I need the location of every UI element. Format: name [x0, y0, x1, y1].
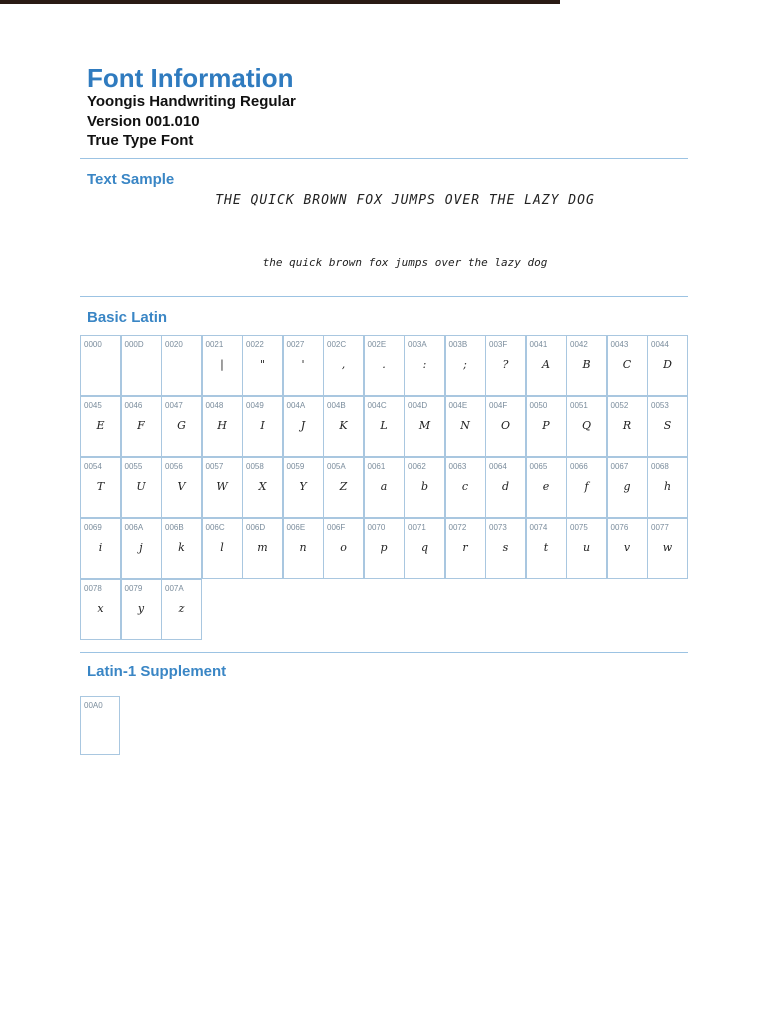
glyph-sample: R	[622, 419, 632, 432]
glyph-sample: H	[217, 419, 227, 432]
glyph-cell	[526, 518, 567, 579]
glyph-sample: o	[340, 541, 347, 554]
glyph-sample: ?	[502, 358, 509, 371]
glyph-code: 002E	[367, 340, 387, 349]
glyph-cell	[364, 457, 405, 518]
glyph-cell	[445, 396, 486, 457]
glyph-cell	[404, 518, 445, 579]
glyph-cell	[566, 335, 607, 396]
glyph-cell	[80, 696, 120, 755]
glyph-sample: k	[178, 541, 185, 554]
text-sample-heading: Text Sample	[87, 171, 175, 188]
glyph-sample: e	[542, 480, 550, 493]
glyph-code: 006F	[327, 523, 346, 532]
glyph-sample: ,	[341, 358, 346, 371]
glyph-sample: w	[662, 541, 673, 554]
glyph-sample: p	[380, 541, 388, 554]
glyph-code: 0047	[165, 401, 183, 410]
font-name: Yoongis Handwriting Regular	[87, 93, 296, 110]
glyph-code: 0067	[610, 462, 629, 471]
glyph-code: 0046	[124, 401, 143, 410]
glyph-code: 0058	[246, 462, 264, 471]
glyph-sample: f	[584, 480, 589, 493]
glyph-code: 0054	[84, 462, 102, 471]
glyph-cell	[121, 579, 162, 640]
glyph-cell	[161, 457, 202, 518]
glyph-sample: A	[542, 358, 550, 371]
glyph-code: 006A	[124, 523, 144, 532]
glyph-cell	[404, 335, 445, 396]
glyph-cell	[202, 518, 243, 579]
glyph-sample: s	[502, 541, 509, 554]
glyph-code: 0000	[84, 340, 102, 349]
glyph-code: 0020	[165, 340, 183, 349]
glyph-cell	[566, 518, 607, 579]
glyph-code: 0044	[651, 340, 669, 349]
glyph-cell	[445, 518, 486, 579]
glyph-code: 0056	[165, 462, 183, 471]
glyph-cell	[283, 396, 324, 457]
glyph-cell	[121, 518, 162, 579]
glyph-cell	[202, 396, 243, 457]
glyph-cell	[161, 396, 202, 457]
glyph-sample: "	[259, 358, 266, 371]
glyph-code: 004D	[408, 401, 428, 410]
glyph-code: 0052	[610, 401, 629, 410]
glyph-code: 004F	[489, 401, 508, 410]
glyph-code: 00A0	[84, 701, 103, 710]
glyph-code: 0074	[529, 523, 548, 532]
glyph-sample: U	[136, 480, 146, 493]
glyph-sample: Z	[339, 480, 348, 493]
divider	[80, 296, 688, 297]
glyph-code: 0077	[651, 523, 669, 532]
glyph-sample: N	[460, 419, 470, 432]
glyph-cell	[202, 335, 243, 396]
glyph-sample: X	[258, 480, 267, 493]
glyph-cell	[526, 396, 567, 457]
glyph-sample: z	[178, 602, 185, 615]
glyph-sample: W	[216, 480, 228, 493]
glyph-cell	[485, 457, 526, 518]
glyph-code: 0076	[610, 523, 629, 532]
glyph-cell	[445, 457, 486, 518]
glyph-sample: F	[137, 419, 145, 432]
glyph-sample: P	[542, 419, 550, 432]
glyph-cell	[566, 396, 607, 457]
glyph-cell	[404, 396, 445, 457]
glyph-sample: r	[462, 541, 468, 554]
glyph-code: 005A	[327, 462, 346, 471]
glyph-cell	[607, 396, 648, 457]
glyph-cell	[121, 396, 162, 457]
glyph-cell	[202, 457, 243, 518]
glyph-code: 0042	[570, 340, 588, 349]
glyph-sample: m	[257, 541, 268, 554]
basic-latin-heading: Basic Latin	[87, 309, 168, 326]
sample-lowercase: the quick brown fox jumps over the lazy dog	[262, 256, 548, 269]
divider	[80, 652, 688, 653]
glyph-code: 0070	[367, 523, 386, 532]
glyph-code: 0053	[651, 401, 669, 410]
glyph-code: 0079	[124, 584, 143, 593]
glyph-sample: v	[623, 541, 631, 554]
glyph-sample: j	[139, 541, 143, 554]
glyph-sample: u	[582, 541, 591, 554]
glyph-sample: C	[622, 358, 632, 371]
glyph-code: 0062	[408, 462, 426, 471]
glyph-code: 0022	[246, 340, 264, 349]
glyph-sample: M	[418, 419, 431, 432]
glyph-code: 0041	[529, 340, 548, 349]
glyph-code: 0066	[570, 462, 588, 471]
glyph-sample: y	[137, 602, 145, 615]
glyph-cell	[161, 579, 202, 640]
glyph-sample: l	[220, 541, 224, 554]
glyph-code: 0072	[448, 523, 467, 532]
glyph-cell	[161, 518, 202, 579]
glyph-cell	[364, 396, 405, 457]
latin1-heading: Latin-1 Supplement	[87, 663, 227, 680]
glyph-sample: .	[382, 358, 386, 371]
glyph-code: 0071	[408, 523, 426, 532]
glyph-cell	[242, 457, 283, 518]
glyph-code: 0057	[205, 462, 224, 471]
glyph-code: 0043	[610, 340, 629, 349]
glyph-sample: K	[339, 419, 348, 432]
glyph-sample: '	[301, 358, 305, 371]
glyph-sample: b	[420, 480, 429, 493]
glyph-sample: D	[663, 358, 672, 371]
glyph-code: 0051	[570, 401, 588, 410]
glyph-code: 004C	[367, 401, 387, 410]
glyph-sample: Y	[299, 480, 307, 493]
glyph-cell	[80, 396, 121, 457]
glyph-cell	[323, 396, 364, 457]
glyph-sample: c	[461, 480, 469, 493]
glyph-cell	[80, 518, 121, 579]
glyph-code: 0021	[205, 340, 224, 349]
font-type: True Type Font	[87, 132, 194, 149]
glyph-sample: g	[623, 480, 631, 493]
divider	[80, 158, 688, 159]
glyph-sample: :	[422, 358, 427, 371]
glyph-sample: ;	[463, 358, 467, 371]
glyph-cell	[121, 335, 162, 396]
glyph-code: 0059	[286, 462, 305, 471]
glyph-cell	[283, 518, 324, 579]
glyph-sample: x	[97, 602, 104, 615]
glyph-cell	[80, 579, 121, 640]
glyph-sample: O	[500, 419, 511, 432]
glyph-code: 0049	[246, 401, 264, 410]
glyph-cell	[485, 396, 526, 457]
glyph-sample: T	[96, 480, 105, 493]
glyph-code: 0065	[529, 462, 548, 471]
sample-uppercase: THE QUICK BROWN FOX JUMPS OVER THE LAZY DOG	[215, 193, 595, 208]
glyph-cell	[323, 457, 364, 518]
glyph-code: 0068	[651, 462, 669, 471]
glyph-cell	[242, 396, 283, 457]
glyph-code: 006C	[205, 523, 225, 532]
glyph-sample: Q	[581, 419, 592, 432]
glyph-cell	[485, 335, 526, 396]
glyph-sample: L	[380, 419, 388, 432]
glyph-sample: q	[420, 541, 429, 554]
glyph-sample: a	[380, 480, 388, 493]
glyph-sample: i	[98, 541, 103, 554]
glyph-sample: |	[220, 358, 224, 371]
glyph-cell	[242, 335, 283, 396]
glyph-cell	[607, 457, 648, 518]
glyph-code: 0048	[205, 401, 224, 410]
glyph-code: 0064	[489, 462, 507, 471]
glyph-cell	[566, 457, 607, 518]
glyph-sample: I	[260, 419, 265, 432]
glyph-code: 0063	[448, 462, 467, 471]
glyph-cell	[161, 335, 202, 396]
glyph-code: 006B	[165, 523, 184, 532]
glyph-code: 004A	[286, 401, 306, 410]
glyph-code: 0050	[529, 401, 548, 410]
page-title: Font Information	[87, 63, 294, 93]
glyph-cell	[607, 335, 648, 396]
glyph-sample: G	[177, 419, 186, 432]
glyph-code: 003A	[408, 340, 427, 349]
glyph-cell	[445, 335, 486, 396]
glyph-cell	[80, 457, 121, 518]
glyph-cell	[485, 518, 526, 579]
glyph-cell	[323, 518, 364, 579]
glyph-cell	[647, 396, 688, 457]
glyph-sample: S	[663, 419, 672, 432]
glyph-code: 0055	[124, 462, 143, 471]
glyph-cell	[283, 457, 324, 518]
glyph-code: 006E	[286, 523, 306, 532]
font-version: Version 001.010	[87, 113, 200, 130]
glyph-code: 007A	[165, 584, 184, 593]
glyph-code: 004E	[448, 401, 468, 410]
glyph-cell	[404, 457, 445, 518]
glyph-cell	[647, 335, 688, 396]
glyph-code: 004B	[327, 401, 346, 410]
glyph-code: 003B	[448, 340, 468, 349]
glyph-sample: E	[96, 419, 105, 432]
glyph-cell	[364, 518, 405, 579]
glyph-sample: n	[299, 541, 307, 554]
glyph-code: 0027	[286, 340, 305, 349]
glyph-code: 0073	[489, 523, 507, 532]
glyph-cell	[647, 457, 688, 518]
scan-top-edge	[0, 0, 560, 4]
glyph-code: 003F	[489, 340, 508, 349]
glyph-sample: t	[543, 541, 549, 554]
glyph-cell	[80, 335, 121, 396]
glyph-sample: B	[582, 358, 591, 371]
glyph-sample: V	[177, 480, 186, 493]
glyph-sample: h	[663, 480, 672, 493]
glyph-code: 0061	[367, 462, 386, 471]
glyph-code: 0045	[84, 401, 102, 410]
glyph-cell	[607, 518, 648, 579]
glyph-cell	[647, 518, 688, 579]
glyph-code: 002C	[327, 340, 347, 349]
glyph-code: 0078	[84, 584, 102, 593]
glyph-cell	[283, 335, 324, 396]
glyph-code: 0069	[84, 523, 102, 532]
glyph-cell	[323, 335, 364, 396]
glyph-cell	[364, 335, 405, 396]
glyph-cell	[526, 335, 567, 396]
glyph-code: 0075	[570, 523, 588, 532]
glyph-sample: J	[300, 419, 306, 432]
glyph-cell	[121, 457, 162, 518]
glyph-cell	[242, 518, 283, 579]
glyph-code: 000D	[124, 340, 144, 349]
glyph-code: 006D	[246, 523, 266, 532]
glyph-sample: d	[501, 480, 510, 493]
glyph-cell	[526, 457, 567, 518]
